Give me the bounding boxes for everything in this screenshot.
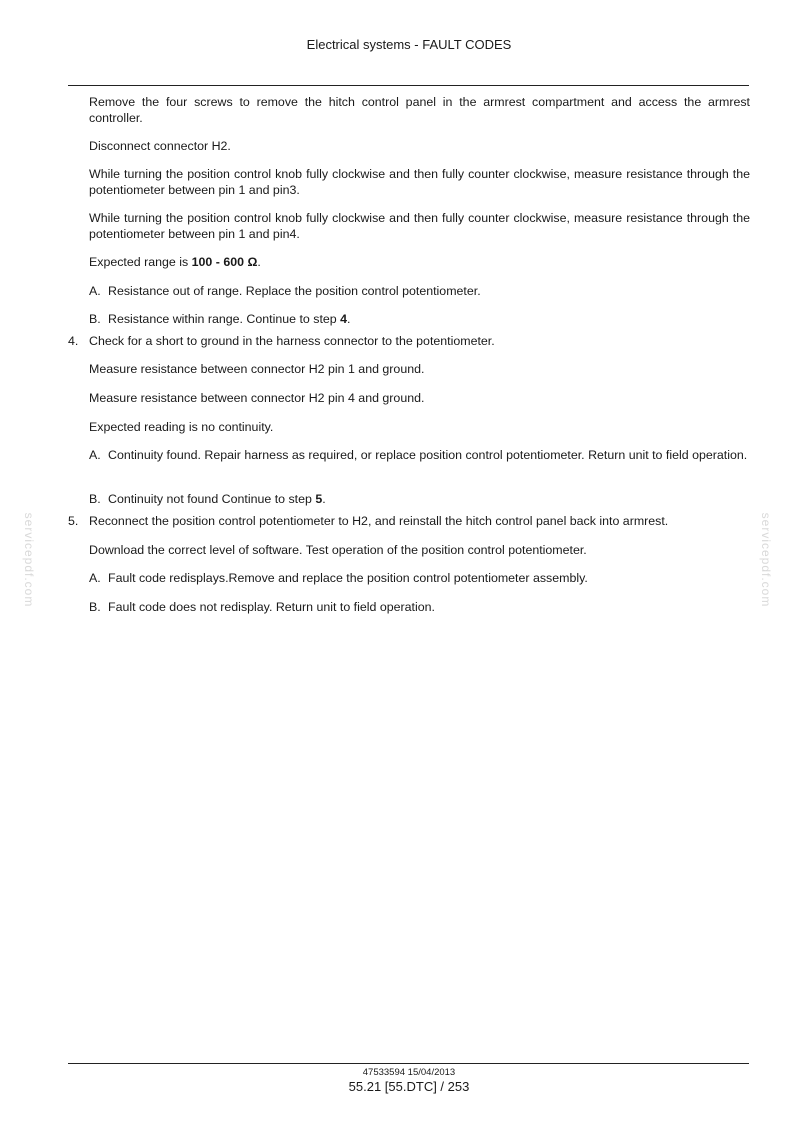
- option-b-continuity-not-found: [89, 492, 750, 508]
- paragraph-disconnect-connector: Disconnect connector H2.: [89, 139, 231, 153]
- paragraph-measure-pin4: While turning the position control knob fully clockwise and then fully counter clockwise, measure resistance through the potentiometer between pin 1 and pin4.: [89, 211, 750, 241]
- option-marker: A.: [89, 571, 101, 585]
- step-5: [68, 514, 750, 530]
- option-marker: B.: [89, 492, 101, 506]
- expected-range-label: Expected range is: [89, 255, 192, 269]
- paragraph-expected-range: [89, 255, 750, 271]
- paragraph-expected-reading: Expected reading is no continuity.: [89, 420, 274, 434]
- step-text: Check for a short to ground in the harness connector to the potentiometer.: [89, 334, 495, 348]
- option-text-lead: Continuity not found Continue to step: [108, 492, 316, 506]
- footer-document-reference: 47533594 15/04/2013: [362, 1067, 456, 1078]
- option-text-period: .: [347, 312, 351, 326]
- option-text: [108, 312, 750, 328]
- option-text: Fault code does not redisplay. Return unit to field operation.: [108, 600, 435, 614]
- step-text: Reconnect the position control potentiometer to H2, and reinstall the hitch control panel back into armrest.: [89, 514, 669, 528]
- watermark-right: servicepdf.com: [758, 512, 773, 608]
- header-title: Electrical systems - FAULT CODES: [306, 37, 512, 52]
- step-number: 4.: [68, 334, 79, 348]
- step-number: 5.: [68, 514, 79, 528]
- option-text-lead: Resistance within range. Continue to step: [108, 312, 341, 326]
- option-a-out-of-range: [89, 284, 750, 300]
- option-marker: A.: [89, 448, 101, 462]
- option-b-within-range: [89, 312, 750, 328]
- footer-page-number: 55.21 [55.DTC] / 253: [348, 1079, 470, 1094]
- paragraph-measure-h2-pin1: Measure resistance between connector H2 pin 1 and ground.: [89, 362, 425, 376]
- option-marker: A.: [89, 284, 101, 298]
- option-a-fault-redisplays: [89, 571, 750, 587]
- option-text: Continuity found. Repair harness as required, or replace position control potentiometer. Return unit to field operation.: [108, 448, 748, 462]
- step-reference: 5: [315, 492, 323, 506]
- paragraph-download-software: Download the correct level of software. Test operation of the position control potentiometer.: [89, 543, 587, 557]
- option-a-continuity-found: [89, 448, 750, 464]
- step-4: [68, 334, 750, 350]
- expected-range-period: .: [257, 255, 261, 269]
- watermark-left: servicepdf.com: [21, 512, 36, 608]
- option-text: Fault code redisplays.Remove and replace the position control potentiometer assembly.: [108, 571, 588, 585]
- step-reference: 4: [340, 312, 348, 326]
- option-text: Resistance out of range. Replace the position control potentiometer.: [108, 284, 481, 298]
- option-marker: B.: [89, 600, 101, 614]
- paragraph-measure-pin3: While turning the position control knob fully clockwise and then fully counter clockwise, measure resistance through the potentiometer between pin 1 and pin3.: [89, 167, 750, 197]
- option-text: [108, 492, 750, 508]
- paragraph-measure-h2-pin4: Measure resistance between connector H2 pin 4 and ground.: [89, 391, 425, 405]
- footer-divider: [68, 1063, 749, 1064]
- option-text-period: .: [322, 492, 326, 506]
- expected-range-value: 100 - 600 Ω: [191, 255, 258, 269]
- option-marker: B.: [89, 312, 101, 326]
- option-b-fault-not-redisplay: [89, 600, 750, 616]
- paragraph-remove-screws: Remove the four screws to remove the hitch control panel in the armrest compartment and access the armrest controller.: [89, 95, 750, 125]
- header-divider: [68, 85, 749, 86]
